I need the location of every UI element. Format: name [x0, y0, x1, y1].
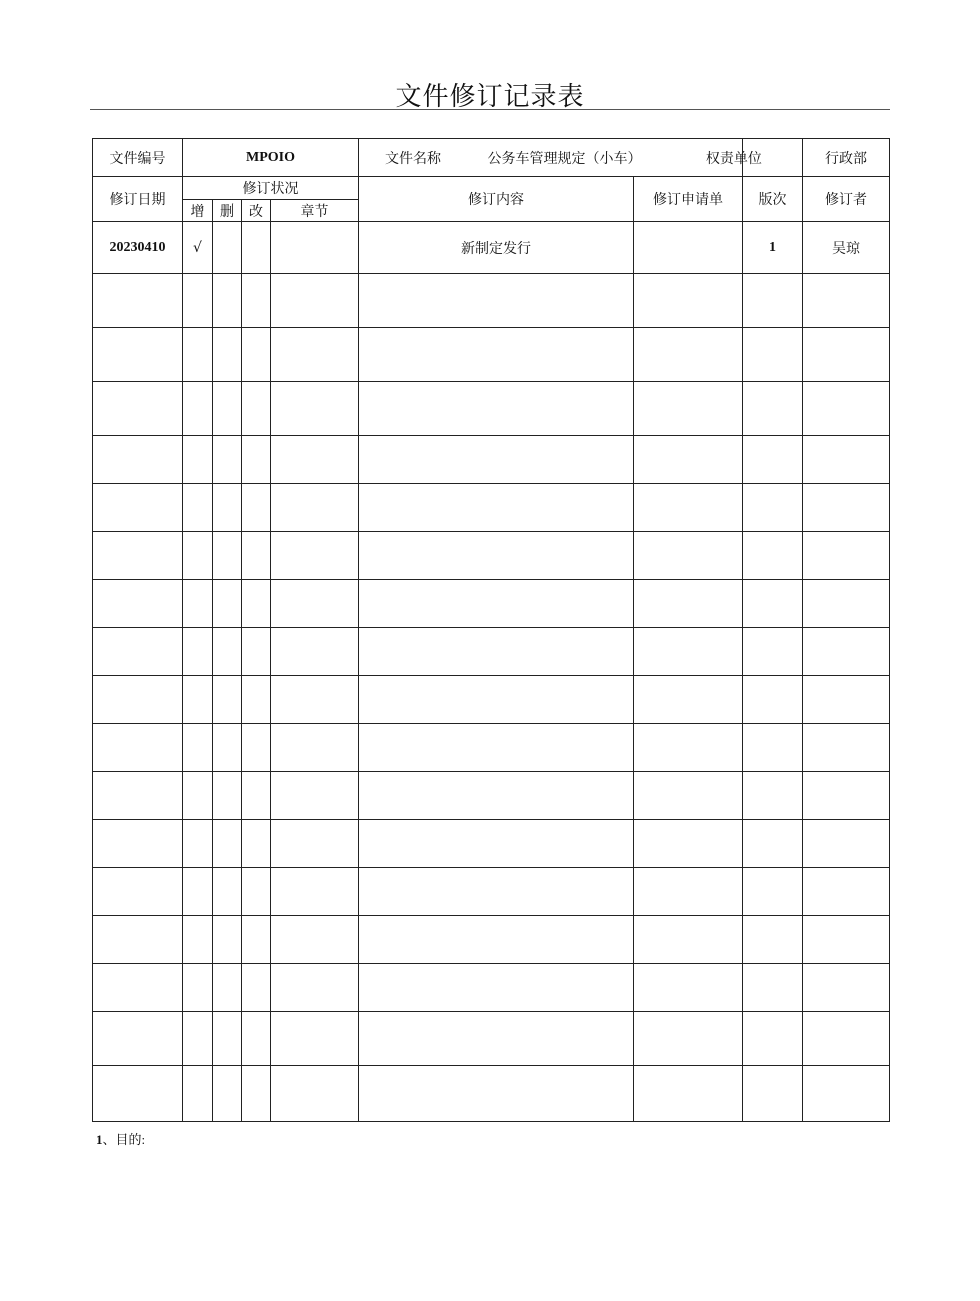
table-row — [93, 436, 890, 484]
doc-name-value: 公务车管理规定（小车） — [487, 150, 642, 167]
table-row — [93, 222, 890, 274]
record-content: 新制定发行 — [359, 222, 634, 274]
record-reviser: 吴琼 — [803, 222, 890, 274]
table-row — [93, 484, 890, 532]
table-row — [93, 916, 890, 964]
owner-label: 权责单位 — [705, 150, 762, 167]
revision-record-table — [92, 138, 890, 1122]
record-add-mark: √ — [183, 222, 213, 274]
table-row — [93, 676, 890, 724]
header-status: 修订状况 — [183, 177, 359, 200]
table-row — [93, 1066, 890, 1122]
header-delete: 删 — [213, 200, 242, 222]
table-row — [93, 820, 890, 868]
doc-name-label: 文件名称 — [385, 150, 441, 167]
table-row — [93, 532, 890, 580]
table-row — [93, 1012, 890, 1066]
record-chapter — [271, 222, 359, 274]
title-divider — [90, 109, 890, 110]
table-row — [93, 628, 890, 676]
record-request — [634, 222, 743, 274]
header-content: 修订内容 — [359, 177, 634, 222]
owner-value: 行政部 — [803, 139, 890, 177]
table-row — [93, 868, 890, 916]
header-modify: 改 — [242, 200, 271, 222]
doc-number-value: MPOIO — [183, 139, 359, 177]
record-delete-mark — [213, 222, 242, 274]
document-info-row — [93, 139, 890, 177]
header-chapter: 章节 — [271, 200, 359, 222]
section-title: 、目的: — [102, 1132, 146, 1147]
table-row — [93, 328, 890, 382]
doc-name-cell — [359, 139, 762, 177]
record-modify-mark — [242, 222, 271, 274]
doc-number-label: 文件编号 — [93, 139, 183, 177]
table-row — [93, 382, 890, 436]
header-version: 版次 — [743, 177, 803, 222]
header-reviser: 修订者 — [803, 177, 890, 222]
header-add: 增 — [183, 200, 213, 222]
section-heading-purpose — [96, 1129, 145, 1148]
table-row — [93, 964, 890, 1012]
record-version: 1 — [743, 222, 803, 274]
section-number: 1 — [96, 1132, 103, 1147]
header-row-1 — [93, 177, 890, 200]
header-request: 修订申请单 — [634, 177, 743, 222]
table-row — [93, 274, 890, 328]
record-date: 20230410 — [93, 222, 183, 274]
table-row — [93, 772, 890, 820]
page-title: 文件修订记录表 — [395, 82, 585, 112]
table-row — [93, 580, 890, 628]
table-row — [93, 724, 890, 772]
header-date: 修订日期 — [93, 177, 183, 222]
